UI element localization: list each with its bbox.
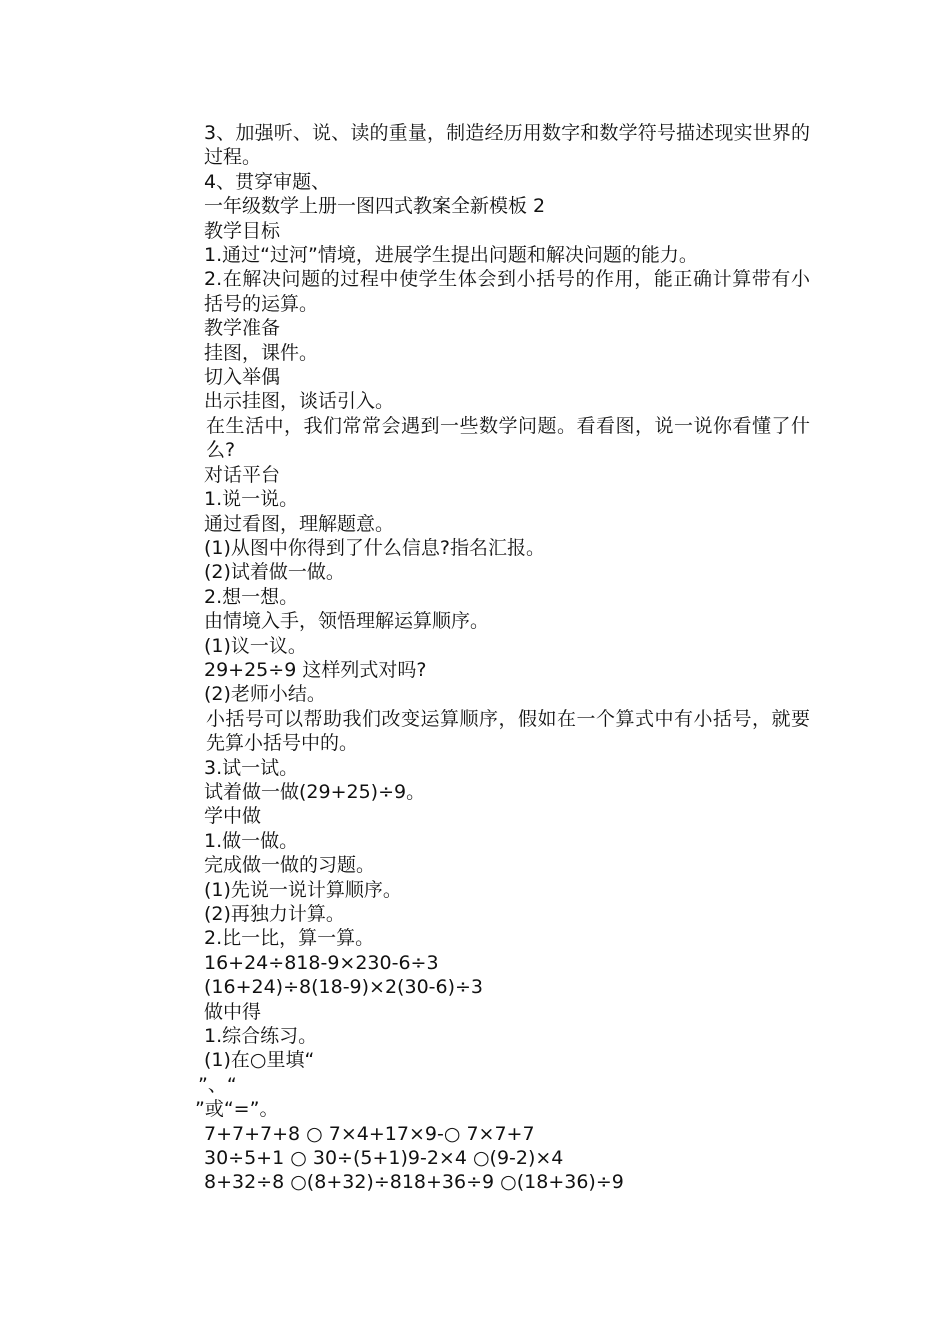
fill-circle-instruction-cont: ”、“ (198, 1073, 237, 1096)
practice-do-item-2: (2)再独力计算。 (204, 903, 345, 925)
step-say-detail: 通过看图，理解题意。 (204, 512, 395, 535)
fill-circle-instruction-end: ”或“=”。 (195, 1098, 279, 1121)
document-body (145, 121, 810, 1195)
exercise-row-2: 30÷5+1 ○ 30÷(5+1)9-2×4 ○(9-2)×4 (204, 1147, 564, 1170)
comprehensive-practice: 1.综合练习。 (204, 1025, 318, 1048)
paragraph-goal-4: 4、贯穿审题、 (204, 170, 331, 193)
introduction-question: 在生活中，我们常常会遇到一些数学问题。看看图，说一说你看懂了什么? (206, 414, 810, 462)
step-think: 2.想一想。 (204, 585, 299, 608)
step-think-item-1: (1)议一议。 (204, 634, 307, 657)
expression-question: 29+25÷9 这样列式对吗? (204, 658, 427, 681)
section-heading-learn-by-doing: 学中做 (204, 805, 262, 828)
step-try-detail: 试着做一做(29+25)÷9。 (204, 780, 426, 803)
compare-expressions-2: (16+24)÷8(18-9)×2(30-6)÷3 (204, 976, 484, 999)
objective-1: 1.通过“过河”情境，进展学生提出问题和解决问题的能力。 (204, 244, 698, 267)
compare-expressions-1: 16+24÷818-9×230-6÷3 (204, 951, 439, 974)
exercise-row-3: 8+32÷8 ○(8+32)÷818+36÷9 ○(18+36)÷9 (204, 1171, 624, 1194)
section-heading-introduction: 切入举偶 (204, 366, 281, 389)
section-heading-gain-by-doing: 做中得 (204, 1000, 262, 1023)
practice-do: 1.做一做。 (204, 829, 299, 852)
document-title: 一年级数学上册一图四式教案全新模板 2 (204, 195, 546, 218)
introduction-text: 出示挂图，谈话引入。 (204, 390, 395, 413)
parentheses-summary: 小括号可以帮助我们改变运算顺序，假如在一个算式中有小括号，就要先算小括号中的。 (206, 707, 810, 755)
objective-2: 2.在解决问题的过程中使学生体会到小括号的作用，能正确计算带有小括号的运算。 (204, 268, 810, 315)
step-think-detail: 由情境入手，领悟理解运算顺序。 (204, 610, 490, 633)
step-try: 3.试一试。 (204, 756, 299, 779)
section-heading-preparation: 教学准备 (204, 317, 281, 340)
practice-do-detail: 完成做一做的习题。 (204, 854, 376, 877)
fill-circle-instruction: (1)在○里填“ (204, 1049, 315, 1072)
exercise-row-1: 7+7+7+8 ○ 7×4+17×9-○ 7×7+7 (204, 1122, 535, 1145)
practice-do-item-1: (1)先说一说计算顺序。 (204, 878, 402, 901)
preparation-text: 挂图，课件。 (204, 341, 319, 364)
practice-compare: 2.比一比，算一算。 (204, 927, 375, 950)
paragraph-goal-3: 3、加强听、说、读的重量，制造经历用数字和数学符号描述现实世界的过程。 (204, 122, 810, 169)
step-say-item-2: (2)试着做一做。 (204, 561, 345, 584)
section-heading-objectives: 教学目标 (204, 219, 281, 242)
step-think-item-2: (2)老师小结。 (204, 683, 326, 706)
step-say: 1.说一说。 (204, 488, 299, 511)
step-say-item-1: (1)从图中你得到了什么信息?指名汇报。 (204, 536, 545, 559)
section-heading-dialogue: 对话平台 (204, 463, 281, 486)
